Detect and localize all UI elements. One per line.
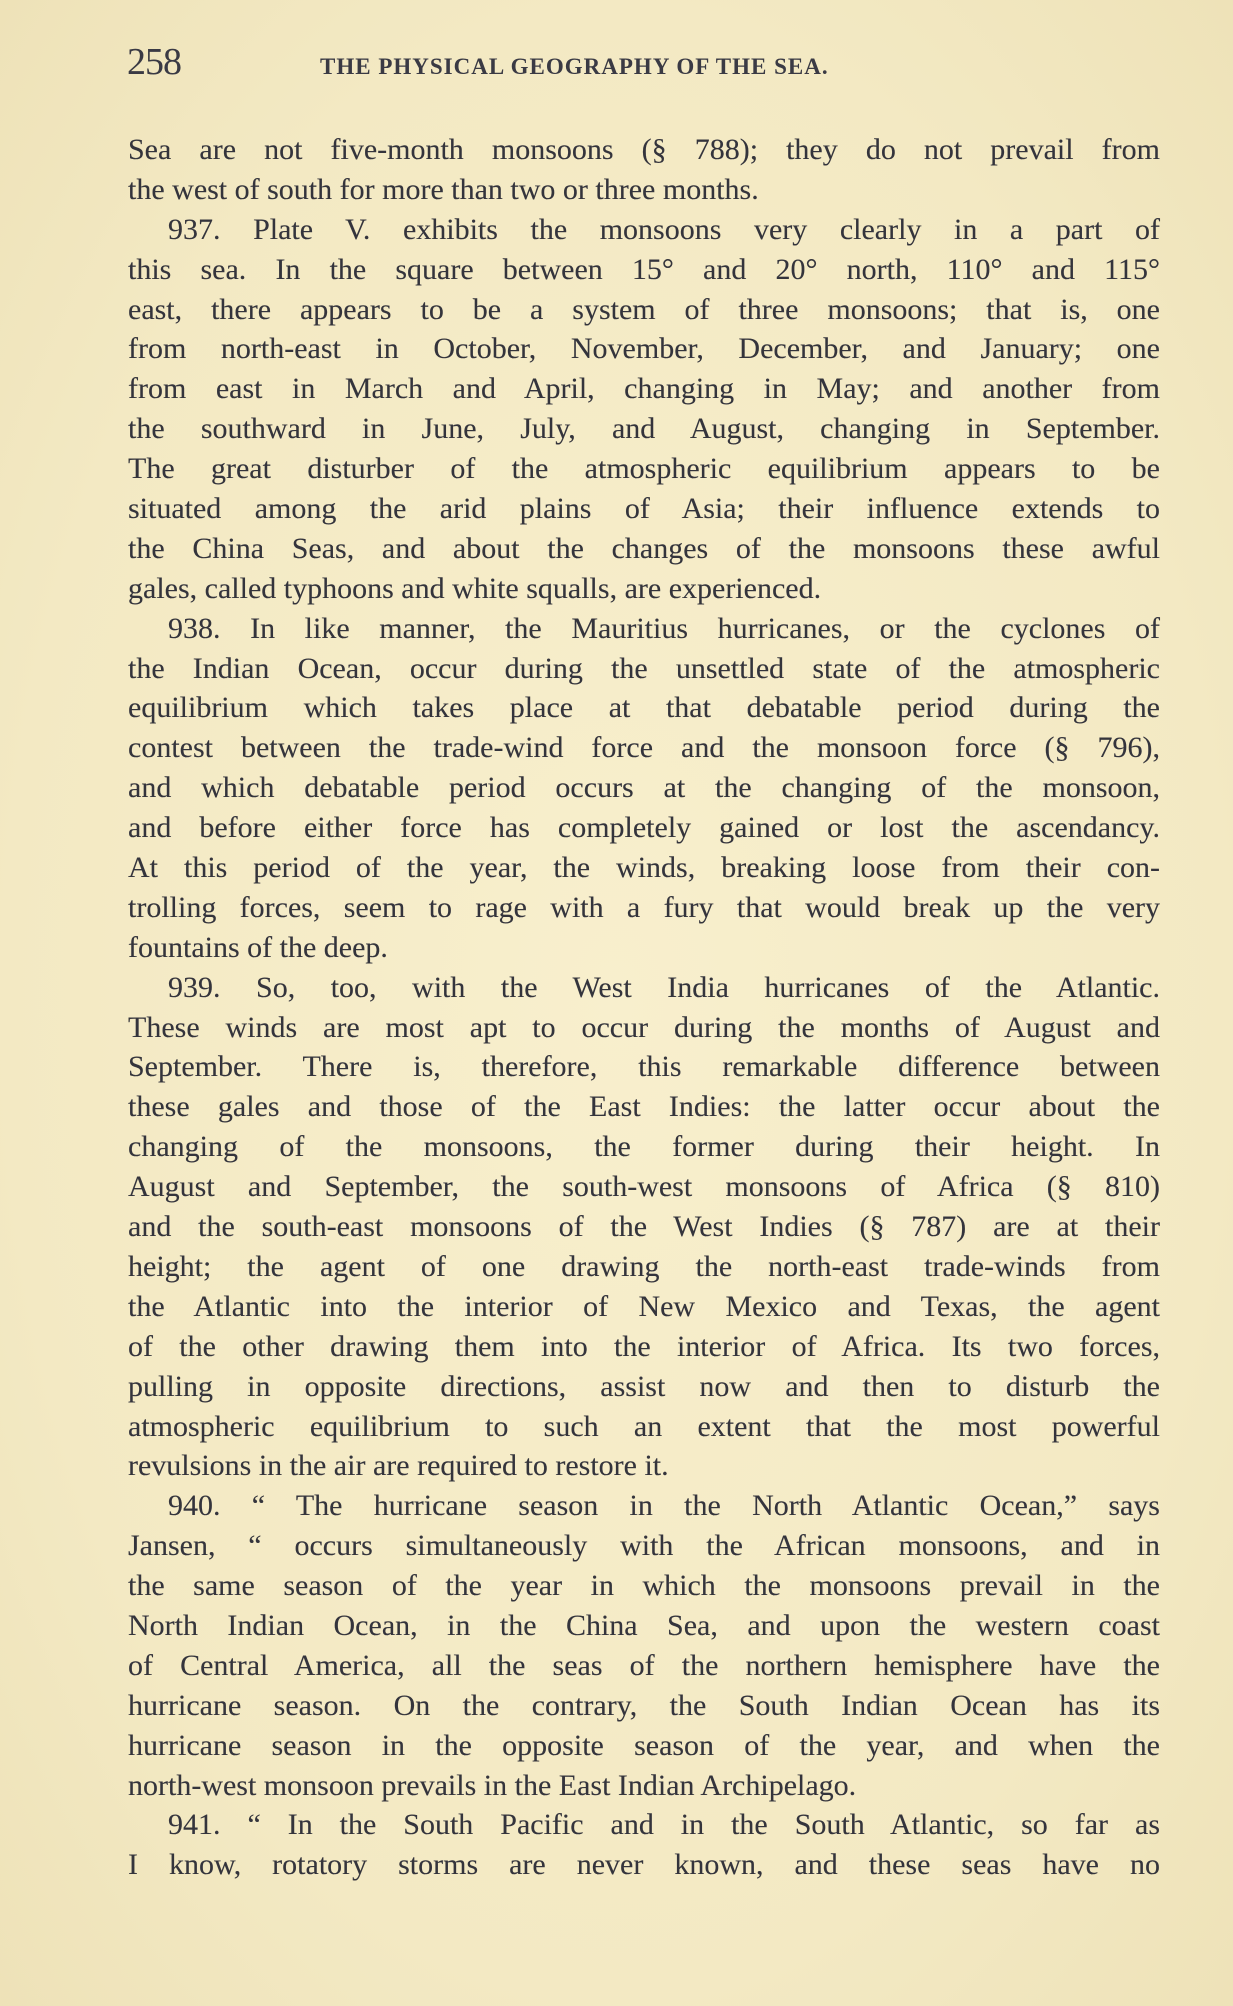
text-line: 941. “ In the South Pacific and in the South Atlantic, so far as [168,1808,1160,1842]
text-line: situated among the arid plains of Asia; their influence extends to [128,492,1160,526]
text-line: east, there appears to be a system of three monsoons; that is, one [128,292,1160,326]
text-line: fountains of the deep. [128,930,388,964]
text-line: of the other drawing them into the interior of Africa. Its two forces, [128,1329,1160,1363]
text-line: changing of the monsoons, the former during their height. In [128,1130,1160,1164]
text-line: hurricane season in the opposite season of the year, and when the [128,1728,1160,1762]
text-line: 938. In like manner, the Mauritius hurricanes, or the cyclones of [168,611,1160,645]
paragraph [128,1486,1160,1805]
paragraph [128,130,1160,210]
text-line: these gales and those of the East Indies: the latter occur about the [128,1090,1160,1124]
text-line: atmospheric equilibrium to such an extent that the most powerful [128,1409,1160,1443]
text-line: and before either force has completely gained or lost the ascendancy. [128,811,1160,845]
text-line: height; the agent of one drawing the north-east trade-winds from [128,1249,1160,1283]
text-line: Jansen, “ occurs simultaneously with the African monsoons, and in [128,1529,1160,1563]
text-line: These winds are most apt to occur during the months of August and [128,1010,1160,1044]
paragraph [128,968,1160,1487]
text-line: September. There is, therefore, this remarkable difference between [128,1050,1160,1084]
text-line: Sea are not five-month monsoons (§ 788); they do not prevail from [128,133,1160,166]
text-line: At this period of the year, the winds, breaking loose from their con- [128,851,1160,885]
text-line: 939. So, too, with the West India hurricanes of the Atlantic. [168,970,1160,1004]
text-line: this sea. In the square between 15° and 20° north, 110° and 115° [128,252,1160,286]
page-number: 258 [127,41,181,83]
text-line: the west of south for more than two or three months. [128,172,759,206]
text-line: from north-east in October, November, December, and January; one [128,332,1160,366]
text-line: contest between the trade-wind force and the monsoon force (§ 796), [128,731,1160,765]
text-line: of Central America, all the seas of the northern hemisphere have the [128,1648,1160,1682]
text-line: The great disturber of the atmospheric equilibrium appears to be [128,452,1160,486]
text-line: the China Seas, and about the changes of the monsoons these awful [128,531,1160,565]
text-line: hurricane season. On the contrary, the South Indian Ocean has its [128,1688,1160,1722]
text-line: trolling forces, seem to rage with a fury that would break up the very [128,890,1160,924]
text-line: I know, rotatory storms are never known, and these seas have no [128,1848,1160,1882]
paragraph [128,1805,1160,1885]
text-line: and the south-east monsoons of the West Indies (§ 787) are at their [128,1210,1160,1244]
text-line: the Indian Ocean, occur during the unsettled state of the atmospheric [128,651,1160,685]
text-line: gales, called typhoons and white squalls, are experienced. [128,571,822,605]
text-line: revulsions in the air are required to restore it. [128,1449,669,1483]
text-line: the same season of the year in which the monsoons prevail in the [128,1569,1160,1603]
text-line: North Indian Ocean, in the China Sea, and upon the western coast [128,1608,1160,1642]
text-line: the Atlantic into the interior of New Mexico and Texas, the agent [128,1289,1160,1323]
paragraph [128,609,1160,968]
text-line: from east in March and April, changing in May; and another from [128,372,1160,406]
text-line: 937. Plate V. exhibits the monsoons very clearly in a part of [168,212,1160,246]
text-line: and which debatable period occurs at the changing of the monsoon, [128,771,1160,805]
paragraph [128,210,1160,609]
body-text [128,130,1160,1885]
running-title: THE PHYSICAL GEOGRAPHY OF THE SEA. [320,54,829,79]
text-line: 940. “ The hurricane season in the North Atlantic Ocean,” says [168,1489,1160,1523]
text-line: equilibrium which takes place at that debatable period during the [128,691,1160,725]
text-line: north-west monsoon prevails in the East Indian Archipelago. [128,1768,857,1802]
text-line: the southward in June, July, and August, changing in September. [128,412,1160,446]
text-line: August and September, the south-west monsoons of Africa (§ 810) [128,1170,1160,1204]
text-line: pulling in opposite directions, assist now and then to disturb the [128,1369,1160,1403]
